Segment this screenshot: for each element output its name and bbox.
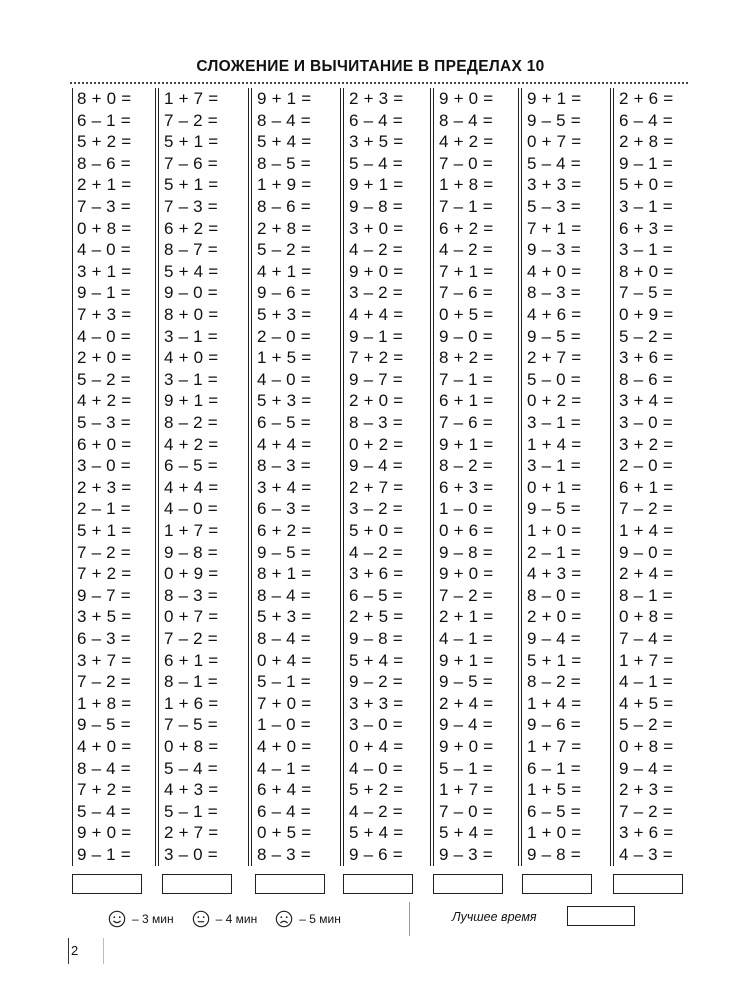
math-expression: 6 – 5 = bbox=[349, 585, 403, 605]
math-expression: 4 – 1 = bbox=[439, 629, 493, 648]
math-expression: 5 – 4 = bbox=[164, 758, 218, 778]
legend-item-5min bbox=[275, 910, 341, 928]
math-expression: 9 – 4 = bbox=[527, 629, 581, 648]
math-expression: 4 + 5 = bbox=[619, 693, 674, 713]
math-expression: 1 + 0 = bbox=[527, 823, 582, 843]
math-expression: 5 + 1 = bbox=[527, 650, 582, 670]
math-expression: 1 + 4 = bbox=[619, 521, 674, 540]
math-expression: 9 – 8 = bbox=[439, 542, 493, 562]
math-expression: 9 – 1 = bbox=[77, 283, 131, 303]
math-expression: 8 – 4 = bbox=[77, 758, 131, 778]
math-expression: 6 + 4 = bbox=[257, 780, 312, 800]
time-legend bbox=[108, 904, 359, 934]
math-expression: 8 – 4 = bbox=[257, 110, 311, 130]
math-expression: 3 + 6 = bbox=[619, 823, 674, 843]
math-expression: 9 – 5 = bbox=[527, 326, 581, 346]
math-expression: 9 – 8 = bbox=[527, 845, 581, 864]
math-expression: 4 – 0 = bbox=[77, 326, 131, 346]
math-expression: 8 – 7 = bbox=[164, 240, 218, 260]
math-expression: 3 + 4 = bbox=[257, 477, 312, 497]
math-expression: 4 + 0 = bbox=[527, 261, 582, 281]
math-expression: 4 – 1 = bbox=[619, 672, 673, 692]
math-expression: 6 + 2 = bbox=[164, 218, 219, 238]
math-expression: 0 + 2 = bbox=[527, 391, 582, 411]
math-expression: 2 + 0 = bbox=[77, 348, 132, 368]
math-expression: 6 – 3 = bbox=[257, 499, 311, 519]
math-expression: 9 – 6 = bbox=[257, 283, 311, 303]
math-expression: 8 – 6 = bbox=[257, 197, 311, 216]
math-expression: 8 – 6 = bbox=[77, 153, 131, 173]
math-expression: 9 + 1 = bbox=[257, 89, 312, 108]
legend-item-3min bbox=[108, 910, 174, 928]
math-expression: 5 – 1 = bbox=[257, 672, 311, 692]
answer-box-7[interactable] bbox=[613, 874, 683, 894]
math-expression: 5 + 2 = bbox=[77, 132, 132, 152]
math-expression: 8 – 0 = bbox=[527, 585, 581, 605]
math-expression: 7 – 5 = bbox=[619, 283, 673, 303]
math-expression: 8 – 2 = bbox=[527, 672, 581, 692]
math-expression: 6 – 1 = bbox=[77, 110, 131, 130]
math-expression: 0 + 7 = bbox=[527, 132, 582, 152]
math-expression: 2 + 3 = bbox=[349, 89, 404, 108]
math-expression: 2 – 1 = bbox=[77, 499, 131, 519]
math-expression: 6 – 3 = bbox=[77, 629, 131, 648]
math-expression: 8 – 4 = bbox=[257, 585, 311, 605]
answer-box-4[interactable] bbox=[343, 874, 413, 894]
math-expression: 4 + 3 = bbox=[164, 780, 219, 800]
math-expression: 9 + 0 = bbox=[439, 564, 494, 584]
math-expression: 7 – 2 = bbox=[164, 110, 218, 130]
math-expression: 6 + 3 = bbox=[619, 218, 674, 238]
math-expression: 9 – 0 = bbox=[164, 283, 218, 303]
math-expression: 0 + 9 = bbox=[619, 305, 674, 324]
math-expression: 8 – 3 = bbox=[257, 845, 311, 864]
math-expression: 7 – 3 = bbox=[77, 197, 131, 216]
math-expression: 3 + 3 = bbox=[527, 175, 582, 195]
math-expression: 9 + 1 = bbox=[439, 434, 494, 454]
math-expression: 7 + 2 = bbox=[349, 348, 404, 368]
math-expression: 7 – 6 = bbox=[164, 153, 218, 173]
math-expression: 4 + 2 = bbox=[439, 132, 494, 152]
math-expression: 8 + 0 = bbox=[619, 261, 674, 281]
math-expression: 6 – 4 = bbox=[619, 110, 673, 130]
math-expression: 5 – 2 = bbox=[77, 369, 131, 389]
math-expression: 7 – 1 = bbox=[439, 369, 493, 389]
neutral-face-icon bbox=[192, 910, 210, 928]
math-expression: 9 – 4 = bbox=[439, 715, 493, 735]
math-expression: 9 – 5 = bbox=[77, 715, 131, 735]
math-expression: 2 + 0 = bbox=[527, 607, 582, 627]
math-expression: 9 + 1 = bbox=[349, 175, 404, 195]
math-expression: 9 – 6 = bbox=[527, 715, 581, 735]
legend-label-4min: – 4 мин bbox=[215, 912, 258, 926]
math-expression: 3 + 0 = bbox=[349, 218, 404, 238]
math-expression: 0 + 5 = bbox=[257, 823, 312, 843]
exercise-column-2 bbox=[155, 88, 234, 866]
math-expression: 4 + 6 = bbox=[527, 305, 582, 324]
math-expression: 2 + 4 = bbox=[439, 693, 494, 713]
math-expression: 7 – 3 = bbox=[164, 197, 218, 216]
math-expression: 1 + 9 = bbox=[257, 175, 312, 195]
math-expression: 4 – 2 = bbox=[349, 801, 403, 821]
page-margin-line-light bbox=[103, 938, 104, 964]
sad-face-icon bbox=[275, 910, 293, 928]
math-expression: 1 + 4 = bbox=[527, 693, 582, 713]
math-expression: 2 + 8 = bbox=[257, 218, 312, 238]
math-expression: 5 + 3 = bbox=[257, 607, 312, 627]
math-expression: 4 – 0 = bbox=[257, 369, 311, 389]
math-expression: 1 + 5 = bbox=[527, 780, 582, 800]
math-expression: 5 + 3 = bbox=[257, 305, 312, 324]
math-expression: 5 + 4 = bbox=[439, 823, 494, 843]
legend-separator bbox=[409, 902, 410, 936]
math-expression: 8 – 3 = bbox=[257, 456, 311, 476]
math-expression: 9 – 0 = bbox=[439, 326, 493, 346]
math-expression: 0 + 8 = bbox=[619, 737, 674, 756]
math-expression: 2 – 0 = bbox=[257, 326, 311, 346]
math-expression: 9 – 4 = bbox=[619, 758, 673, 778]
math-expression: 3 + 3 = bbox=[349, 693, 404, 713]
exercise-column-3 bbox=[248, 88, 327, 866]
math-expression: 9 – 8 = bbox=[349, 197, 403, 216]
math-expression: 7 + 2 = bbox=[77, 564, 132, 584]
math-expression: 3 – 0 = bbox=[349, 715, 403, 735]
math-expression: 2 + 1 = bbox=[77, 175, 132, 195]
math-expression: 4 + 0 = bbox=[164, 348, 219, 368]
math-expression: 4 + 3 = bbox=[527, 564, 582, 584]
math-expression: 9 – 7 = bbox=[77, 585, 131, 605]
math-expression: 9 – 1 = bbox=[77, 845, 131, 864]
math-expression: 5 + 4 = bbox=[349, 823, 404, 843]
math-expression: 7 – 2 = bbox=[77, 542, 131, 562]
math-expression: 7 – 6 = bbox=[439, 283, 493, 303]
math-expression: 5 – 1 = bbox=[164, 801, 218, 821]
math-expression: 5 + 1 = bbox=[77, 521, 132, 540]
math-expression: 1 + 7 = bbox=[527, 737, 582, 756]
math-expression: 8 – 1 = bbox=[619, 585, 673, 605]
math-expression: 5 – 3 = bbox=[527, 197, 581, 216]
math-expression: 6 + 0 = bbox=[77, 434, 132, 454]
math-expression: 3 – 1 = bbox=[527, 456, 581, 476]
smile-face-icon bbox=[108, 910, 126, 928]
math-expression: 7 + 3 = bbox=[77, 305, 132, 324]
math-expression: 3 – 0 = bbox=[619, 413, 673, 432]
math-expression: 3 + 7 = bbox=[77, 650, 132, 670]
math-expression: 9 – 1 = bbox=[619, 153, 673, 173]
math-expression: 4 – 0 = bbox=[349, 758, 403, 778]
page-margin-line bbox=[68, 938, 69, 964]
math-expression: 5 – 1 = bbox=[439, 758, 493, 778]
math-expression: 0 + 8 = bbox=[164, 737, 219, 756]
best-time-box[interactable] bbox=[567, 906, 635, 926]
exercise-column-7 bbox=[610, 88, 689, 866]
math-expression: 6 + 1 = bbox=[439, 391, 494, 411]
math-expression: 5 – 2 = bbox=[257, 240, 311, 260]
math-expression: 7 – 5 = bbox=[164, 715, 218, 735]
math-expression: 7 – 6 = bbox=[439, 413, 493, 432]
exercise-column-6 bbox=[518, 88, 597, 866]
math-expression: 1 + 7 = bbox=[164, 89, 219, 108]
exercise-column-4 bbox=[340, 88, 419, 866]
math-expression: 6 – 4 = bbox=[257, 801, 311, 821]
math-expression: 5 – 0 = bbox=[527, 369, 581, 389]
math-expression: 8 – 4 = bbox=[439, 110, 493, 130]
math-expression: 2 + 1 = bbox=[439, 607, 494, 627]
math-expression: 9 + 0 = bbox=[439, 89, 494, 108]
page-title: СЛОЖЕНИЕ И ВЫЧИТАНИЕ В ПРЕДЕЛАХ 10 bbox=[196, 58, 545, 75]
math-expression: 5 + 4 = bbox=[257, 132, 312, 152]
legend-item-4min bbox=[192, 910, 258, 928]
math-expression: 2 + 3 = bbox=[619, 780, 674, 800]
math-expression: 4 + 4 = bbox=[257, 434, 312, 454]
answer-box-5[interactable] bbox=[433, 874, 503, 894]
math-expression: 1 – 0 = bbox=[439, 499, 493, 519]
math-expression: 2 + 4 = bbox=[619, 564, 674, 584]
math-expression: 0 + 9 = bbox=[164, 564, 219, 584]
math-expression: 7 + 0 = bbox=[257, 693, 312, 713]
math-expression: 6 + 3 = bbox=[439, 477, 494, 497]
math-expression: 8 + 2 = bbox=[439, 348, 494, 368]
math-expression: 3 – 2 = bbox=[349, 499, 403, 519]
exercise-column-1 bbox=[72, 88, 151, 866]
math-expression: 4 + 2 = bbox=[77, 391, 132, 411]
math-expression: 7 – 4 = bbox=[619, 629, 673, 648]
math-expression: 8 – 2 = bbox=[164, 413, 218, 432]
math-expression: 9 + 0 = bbox=[77, 823, 132, 843]
math-expression: 4 + 0 = bbox=[77, 737, 132, 756]
math-expression: 6 + 2 = bbox=[257, 521, 312, 540]
math-expression: 9 – 5 = bbox=[439, 672, 493, 692]
best-time-label: Лучшее время bbox=[452, 910, 537, 924]
math-expression: 5 – 4 = bbox=[77, 801, 131, 821]
math-expression: 6 – 5 = bbox=[527, 801, 581, 821]
answer-box-2[interactable] bbox=[162, 874, 232, 894]
math-expression: 6 – 5 = bbox=[257, 413, 311, 432]
math-expression: 3 – 1 = bbox=[527, 413, 581, 432]
math-expression: 1 – 0 = bbox=[257, 715, 311, 735]
math-expression: 4 – 0 = bbox=[77, 240, 131, 260]
math-expression: 1 + 7 = bbox=[164, 521, 219, 540]
math-expression: 5 + 4 = bbox=[164, 261, 219, 281]
math-expression: 3 + 5 = bbox=[349, 132, 404, 152]
math-expression: 7 – 1 = bbox=[439, 197, 493, 216]
math-expression: 9 – 0 = bbox=[619, 542, 673, 562]
math-expression: 0 + 2 = bbox=[349, 434, 404, 454]
math-expression: 4 + 4 = bbox=[349, 305, 404, 324]
math-expression: 8 – 2 = bbox=[439, 456, 493, 476]
math-expression: 7 – 2 = bbox=[77, 672, 131, 692]
math-expression: 8 – 3 = bbox=[527, 283, 581, 303]
math-expression: 4 + 1 = bbox=[257, 261, 312, 281]
exercise-column-5 bbox=[430, 88, 509, 866]
math-expression: 4 – 2 = bbox=[349, 240, 403, 260]
math-expression: 3 – 1 = bbox=[619, 197, 673, 216]
math-expression: 5 + 1 = bbox=[164, 175, 219, 195]
math-expression: 3 + 6 = bbox=[619, 348, 674, 368]
math-expression: 8 – 6 = bbox=[619, 369, 673, 389]
math-expression: 0 + 8 = bbox=[77, 218, 132, 238]
math-expression: 3 + 4 = bbox=[619, 391, 674, 411]
answer-box-1[interactable] bbox=[72, 874, 142, 894]
math-expression: 4 + 0 = bbox=[257, 737, 312, 756]
math-expression: 0 + 8 = bbox=[619, 607, 674, 627]
math-expression: 5 + 2 = bbox=[349, 780, 404, 800]
math-expression: 3 + 2 = bbox=[619, 434, 674, 454]
math-expression: 3 – 2 = bbox=[349, 283, 403, 303]
math-expression: 9 – 5 = bbox=[527, 499, 581, 519]
math-expression: 2 + 0 = bbox=[349, 391, 404, 411]
math-expression: 6 + 1 = bbox=[619, 477, 674, 497]
math-expression: 9 – 2 = bbox=[349, 672, 403, 692]
page-number: 2 bbox=[71, 943, 79, 958]
math-expression: 5 – 3 = bbox=[77, 413, 131, 432]
math-expression: 8 + 1 = bbox=[257, 564, 312, 584]
math-expression: 1 + 7 = bbox=[439, 780, 494, 800]
math-expression: 3 – 1 = bbox=[619, 240, 673, 260]
math-expression: 3 + 1 = bbox=[77, 261, 132, 281]
math-expression: 4 + 2 = bbox=[164, 434, 219, 454]
math-expression: 2 + 7 = bbox=[527, 348, 582, 368]
math-expression: 8 – 1 = bbox=[164, 672, 218, 692]
math-expression: 1 + 4 = bbox=[527, 434, 582, 454]
math-expression: 7 – 2 = bbox=[619, 499, 673, 519]
math-expression: 7 + 2 = bbox=[77, 780, 132, 800]
math-expression: 9 + 0 = bbox=[349, 261, 404, 281]
math-expression: 5 – 4 = bbox=[527, 153, 581, 173]
math-expression: 6 + 2 = bbox=[439, 218, 494, 238]
math-expression: 5 + 0 = bbox=[619, 175, 674, 195]
math-expression: 3 – 1 = bbox=[164, 326, 218, 346]
math-expression: 3 – 0 = bbox=[164, 845, 218, 864]
math-expression: 4 + 4 = bbox=[164, 477, 219, 497]
math-expression: 4 – 2 = bbox=[439, 240, 493, 260]
math-expression: 6 – 4 = bbox=[349, 110, 403, 130]
math-expression: 2 + 7 = bbox=[164, 823, 219, 843]
math-expression: 1 + 5 = bbox=[257, 348, 312, 368]
math-expression: 3 + 6 = bbox=[349, 564, 404, 584]
math-expression: 9 – 5 = bbox=[257, 542, 311, 562]
math-expression: 9 – 4 = bbox=[349, 456, 403, 476]
math-expression: 3 – 0 = bbox=[77, 456, 131, 476]
math-expression: 1 + 8 = bbox=[77, 693, 132, 713]
math-expression: 5 – 2 = bbox=[619, 715, 673, 735]
math-expression: 4 – 0 = bbox=[164, 499, 218, 519]
answer-box-3[interactable] bbox=[255, 874, 325, 894]
math-expression: 5 + 0 = bbox=[349, 521, 404, 540]
math-expression: 8 – 3 = bbox=[349, 413, 403, 432]
math-expression: 8 + 0 = bbox=[164, 305, 219, 324]
math-expression: 6 – 5 = bbox=[164, 456, 218, 476]
math-expression: 8 + 0 = bbox=[77, 89, 132, 108]
math-expression: 4 – 2 = bbox=[349, 542, 403, 562]
math-expression: 7 – 2 = bbox=[619, 801, 673, 821]
math-expression: 0 + 6 = bbox=[439, 521, 494, 540]
math-expression: 9 – 7 = bbox=[349, 369, 403, 389]
math-expression: 9 – 5 = bbox=[527, 110, 581, 130]
math-expression: 3 + 5 = bbox=[77, 607, 132, 627]
math-expression: 9 + 1 = bbox=[439, 650, 494, 670]
answer-box-6[interactable] bbox=[522, 874, 592, 894]
math-expression: 9 – 1 = bbox=[349, 326, 403, 346]
math-expression: 0 + 7 = bbox=[164, 607, 219, 627]
math-expression: 9 + 0 = bbox=[439, 737, 494, 756]
math-expression: 6 + 1 = bbox=[164, 650, 219, 670]
math-expression: 0 + 4 = bbox=[349, 737, 404, 756]
math-expression: 2 + 3 = bbox=[77, 477, 132, 497]
math-expression: 7 – 2 = bbox=[439, 585, 493, 605]
math-expression: 1 + 7 = bbox=[619, 650, 674, 670]
math-expression: 5 + 3 = bbox=[257, 391, 312, 411]
math-expression: 2 + 5 = bbox=[349, 607, 404, 627]
math-expression: 9 + 1 = bbox=[527, 89, 582, 108]
math-expression: 5 + 1 = bbox=[164, 132, 219, 152]
math-expression: 8 – 4 = bbox=[257, 629, 311, 648]
math-expression: 8 – 3 = bbox=[164, 585, 218, 605]
legend-label-5min: – 5 мин bbox=[299, 912, 341, 926]
math-expression: 9 – 3 = bbox=[439, 845, 493, 864]
math-expression: 1 + 6 = bbox=[164, 693, 219, 713]
math-expression: 9 – 3 = bbox=[527, 240, 581, 260]
dotted-divider bbox=[70, 82, 688, 84]
math-expression: 4 – 1 = bbox=[257, 758, 311, 778]
math-expression: 1 + 0 = bbox=[527, 521, 582, 540]
math-expression: 9 – 6 = bbox=[349, 845, 403, 864]
math-expression: 2 – 1 = bbox=[527, 542, 581, 562]
math-expression: 4 – 3 = bbox=[619, 845, 673, 864]
math-expression: 0 + 4 = bbox=[257, 650, 312, 670]
math-expression: 8 – 5 = bbox=[257, 153, 311, 173]
math-expression: 0 + 1 = bbox=[527, 477, 582, 497]
legend-label-3min: – 3 мин bbox=[132, 912, 174, 926]
math-expression: 7 + 1 = bbox=[439, 261, 494, 281]
math-expression: 7 – 0 = bbox=[439, 801, 493, 821]
math-expression: 7 – 0 = bbox=[439, 153, 493, 173]
math-expression: 0 + 5 = bbox=[439, 305, 494, 324]
math-expression: 6 – 1 = bbox=[527, 758, 581, 778]
math-expression: 9 + 1 = bbox=[164, 391, 219, 411]
math-expression: 2 + 8 = bbox=[619, 132, 674, 152]
math-expression: 2 + 6 = bbox=[619, 89, 674, 108]
math-expression: 7 + 1 = bbox=[527, 218, 582, 238]
math-expression: 5 + 4 = bbox=[349, 650, 404, 670]
math-expression: 5 – 2 = bbox=[619, 326, 673, 346]
math-expression: 3 – 1 = bbox=[164, 369, 218, 389]
math-expression: 7 – 2 = bbox=[164, 629, 218, 648]
math-expression: 2 – 0 = bbox=[619, 456, 673, 476]
math-expression: 9 – 8 = bbox=[164, 542, 218, 562]
math-expression: 5 – 4 = bbox=[349, 153, 403, 173]
math-expression: 1 + 8 = bbox=[439, 175, 494, 195]
math-expression: 2 + 7 = bbox=[349, 477, 404, 497]
math-expression: 9 – 8 = bbox=[349, 629, 403, 648]
